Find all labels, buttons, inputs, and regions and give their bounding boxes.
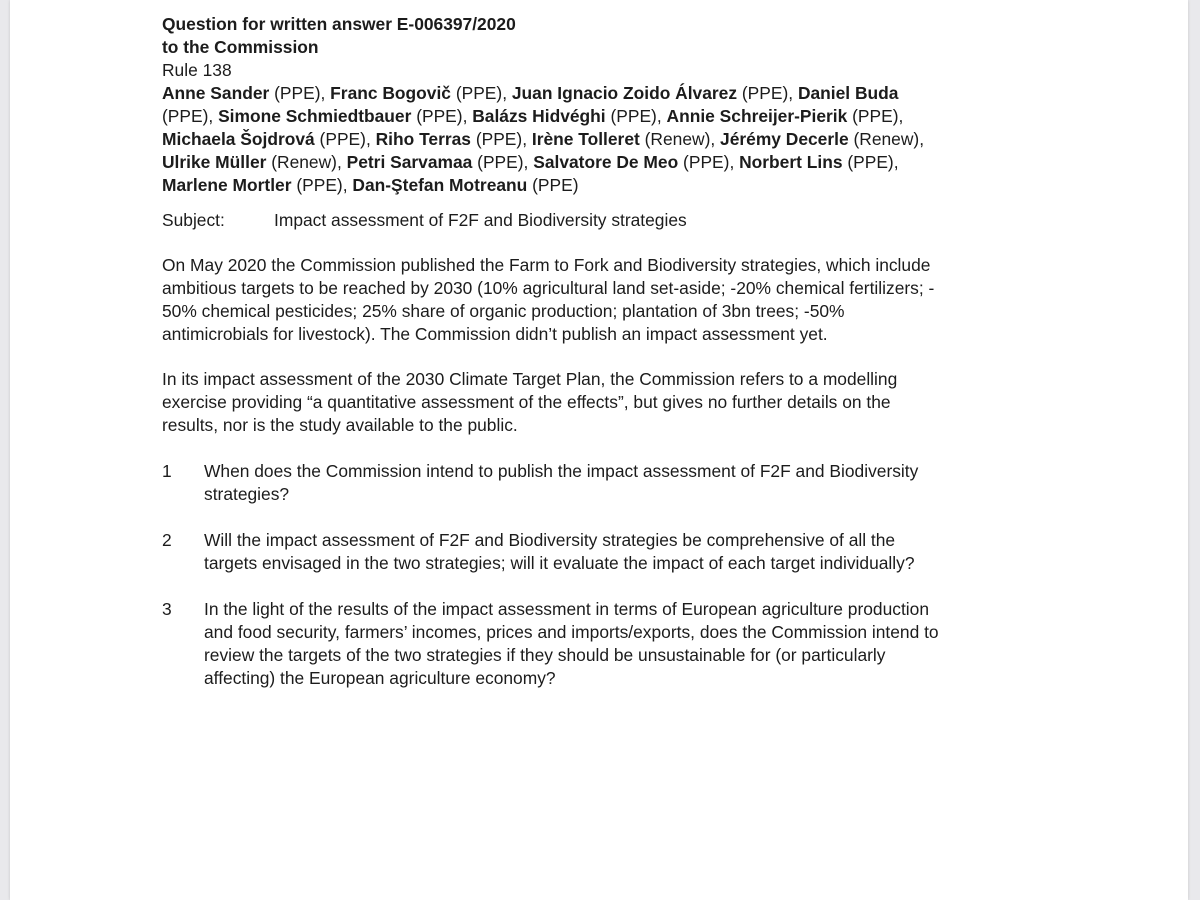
author-name: Juan Ignacio Zoido Álvarez	[511, 83, 738, 103]
author-group: (PPE)	[475, 129, 523, 149]
author-name: Ulrike Müller	[162, 152, 267, 172]
author-group: (PPE)	[610, 106, 657, 126]
author-name: Riho Terras	[375, 129, 471, 149]
author-name: Petri Sarvamaa	[346, 152, 473, 172]
author-line: (PPE), Simone Schmiedtbauer (PPE), Balázs Hidvéghi (PPE), Annie Schreijer-Pierik (PPE),	[162, 106, 904, 126]
subject-text: Impact assessment of F2F and Biodiversity strategies	[274, 210, 687, 230]
question-line: affecting) the European agriculture economy?	[204, 668, 556, 688]
author-name: Dan-Ştefan Motreanu	[352, 175, 528, 195]
author-name: Anne Sander	[162, 83, 270, 103]
author-name: Simone Schmiedtbauer	[218, 106, 412, 126]
question-line: Will the impact assessment of F2F and Biodiversity strategies be comprehensive of all the	[204, 530, 896, 550]
document-title: Question for written answer E-006397/2020	[162, 14, 516, 34]
question-line: When does the Commission intend to publish the impact assessment of F2F and Biodiversity	[204, 461, 919, 481]
author-group: (PPE)	[296, 175, 343, 195]
paragraph-line: results, nor is the study available to the public.	[162, 415, 518, 435]
paragraph-line: In its impact assessment of the 2030 Climate Target Plan, the Commission refers to a modelling	[162, 369, 898, 389]
question-text	[204, 529, 1062, 575]
question-line: and food security, farmers’ incomes, prices and imports/exports, does the Commission intend to	[204, 622, 939, 642]
question-text	[204, 460, 1062, 506]
paragraph-line: On May 2020 the Commission published the Farm to Fork and Biodiversity strategies, which include	[162, 255, 931, 275]
rule-reference: Rule 138	[162, 60, 232, 80]
document-body	[162, 13, 1062, 713]
author-group: (PPE)	[852, 106, 899, 126]
paragraph-line: 50% chemical pesticides; 25% share of organic production; plantation of 3bn trees; -50%	[162, 301, 845, 321]
author-group: (PPE)	[532, 175, 579, 195]
author-name: Norbert Lins	[739, 152, 843, 172]
question-text	[204, 598, 1062, 690]
document-page	[10, 0, 1188, 900]
author-name: Jérémy Decerle	[720, 129, 849, 149]
author-group: (PPE)	[847, 152, 894, 172]
question-list	[162, 460, 1062, 690]
author-line: Michaela Šojdrová (PPE), Riho Terras (PPE), Irène Tolleret (Renew), Jérémy Decerle (Renew),	[162, 129, 925, 149]
author-name: Balázs Hidvéghi	[472, 106, 606, 126]
paragraph-context	[162, 254, 1062, 346]
author-group: (Renew)	[853, 129, 920, 149]
author-name: Daniel Buda	[797, 83, 899, 103]
addressee: to the Commission	[162, 37, 319, 57]
author-group: (PPE)	[741, 83, 789, 103]
author-group: (PPE)	[162, 106, 209, 126]
author-group: (PPE)	[477, 152, 524, 172]
question-number: 1	[162, 461, 172, 481]
author-name: Marlene Mortler	[162, 175, 292, 195]
author-list	[162, 82, 1062, 197]
question-line: review the targets of the two strategies if they should be unsustainable for (or particularly	[204, 645, 886, 665]
question-line: In the light of the results of the impact assessment in terms of European agriculture production	[204, 599, 929, 619]
author-name: Franc Bogovič	[330, 83, 451, 103]
subject-label: Subject:	[162, 210, 225, 230]
paragraph-line: ambitious targets to be reached by 2030 (10% agricultural land set-aside; -20% chemical fertilizers; -	[162, 278, 935, 298]
question-number: 3	[162, 599, 172, 619]
paragraph-line: antimicrobials for livestock). The Commission didn’t publish an impact assessment yet.	[162, 324, 828, 344]
author-group: (PPE)	[274, 83, 321, 103]
question-item	[162, 529, 1062, 575]
paragraph-climate-plan	[162, 368, 1062, 437]
question-item	[162, 460, 1062, 506]
question-item	[162, 598, 1062, 690]
author-line: Anne Sander (PPE), Franc Bogovič (PPE), Juan Ignacio Zoido Álvarez (PPE), Daniel Buda	[162, 83, 899, 103]
author-line: Marlene Mortler (PPE), Dan-Ştefan Motreanu (PPE)	[162, 175, 579, 195]
author-group: (Renew)	[271, 152, 337, 172]
question-line: strategies?	[204, 484, 290, 504]
author-name: Salvatore De Meo	[533, 152, 679, 172]
paragraph-line: exercise providing “a quantitative assessment of the effects”, but gives no further details on the	[162, 392, 891, 412]
subject-row	[162, 209, 1062, 232]
author-name: Annie Schreijer-Pierik	[666, 106, 848, 126]
author-group: (Renew)	[644, 129, 711, 149]
author-group: (PPE)	[455, 83, 503, 103]
author-name: Irène Tolleret	[531, 129, 640, 149]
author-group: (PPE)	[416, 106, 463, 126]
author-group: (PPE)	[319, 129, 366, 149]
author-name: Michaela Šojdrová	[162, 129, 315, 149]
question-number: 2	[162, 530, 172, 550]
author-group: (PPE)	[683, 152, 730, 172]
author-line: Ulrike Müller (Renew), Petri Sarvamaa (PPE), Salvatore De Meo (PPE), Norbert Lins (PPE),	[162, 152, 899, 172]
question-line: targets envisaged in the two strategies; will it evaluate the impact of each target individually?	[204, 553, 915, 573]
